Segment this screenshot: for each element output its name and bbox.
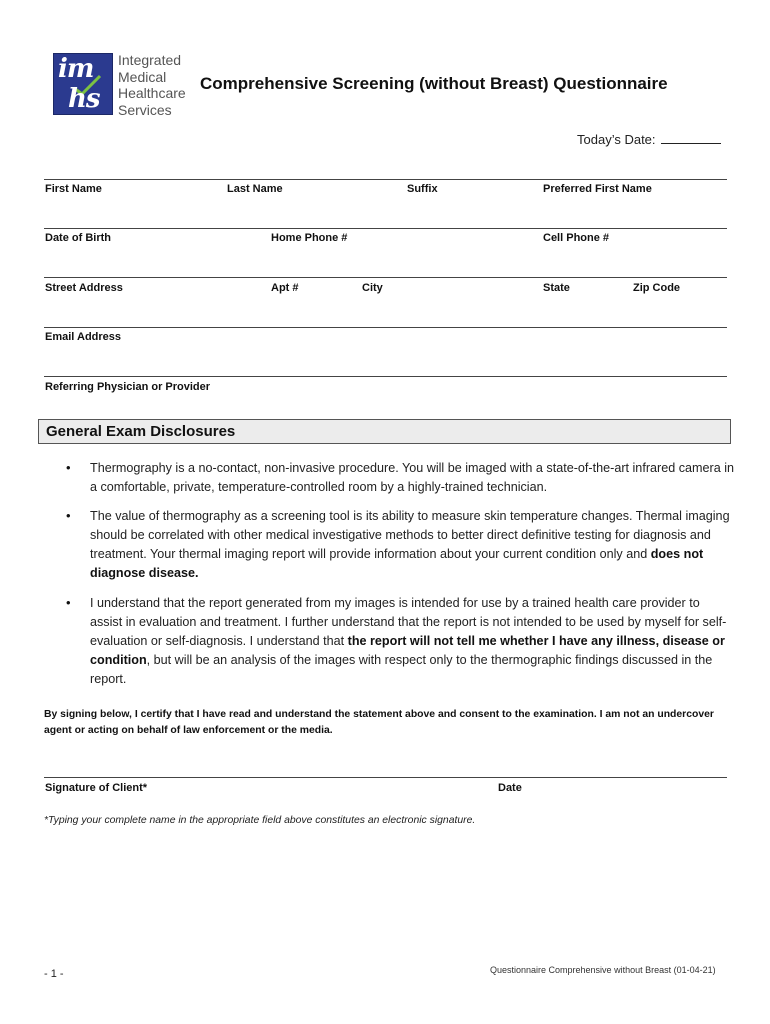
logo-org-name — [118, 52, 186, 118]
date-of-birth-label: Date of Birth — [45, 232, 111, 244]
disclosure-emphasis: the report will not tell me whether I have any illness, disease or condition — [90, 634, 725, 667]
row-divider — [44, 376, 727, 377]
disclosure-emphasis: does not diagnose disease. — [90, 547, 704, 580]
address-row-fields[interactable] — [44, 296, 727, 326]
row-divider — [44, 327, 727, 328]
bullet-icon: • — [66, 595, 71, 610]
row-divider — [44, 277, 727, 278]
cell-phone-label: Cell Phone # — [543, 232, 610, 244]
logo-org-line: Healthcare — [118, 85, 186, 101]
email-field[interactable] — [44, 345, 727, 375]
disclosure-item — [90, 594, 735, 689]
contact-row-fields[interactable] — [44, 246, 727, 276]
home-phone-label: Home Phone # — [271, 232, 348, 244]
todays-date-field[interactable] — [661, 131, 721, 144]
document-title: Comprehensive Screening (without Breast) Questionnaire — [200, 74, 668, 93]
logo-mark-bottom: hs — [68, 84, 100, 114]
date-label: Date — [498, 782, 522, 794]
todays-date-label: Today’s Date: — [577, 132, 656, 147]
disclosure-text: I understand that the report generated from my images is intended for use by a trained health care provider to assist in evaluation and treatment. I further understand that the report is not intended to be used by myself for self-evaluation or self-diagnosis. I understand that — [90, 596, 727, 648]
bullet-icon: • — [66, 460, 71, 475]
esignature-note: *Typing your complete name in the appropriate field above constitutes an electronic signature. — [44, 815, 476, 826]
row-divider — [44, 179, 727, 180]
apt-label: Apt # — [271, 282, 299, 294]
logo-mark — [53, 53, 113, 115]
logo-mark-top: im — [58, 54, 94, 84]
last-name-label: Last Name — [227, 183, 283, 195]
logo-org-line: Services — [118, 101, 172, 118]
disclosure-text: The value of thermography as a screening tool is its ability to measure skin temperature changes. Thermal imaging should be correlated with other medical investigative methods to better direct definitive testing for diagnosis and treatment. Your thermal imaging report will provide information about your current condition only and — [90, 509, 730, 561]
state-label: State — [543, 282, 570, 294]
bullet-icon: • — [66, 508, 71, 523]
logo-org-line: Medical — [118, 68, 167, 85]
email-address-label: Email Address — [45, 331, 122, 343]
disclosure-text-end: , but will be an analysis of the images with respect only to the thermographic findings discussed in the report. — [90, 653, 713, 686]
referring-physician-label: Referring Physician or Provider — [45, 381, 211, 393]
preferred-first-name-label: Preferred First Name — [543, 183, 652, 195]
suffix-label: Suffix — [407, 183, 438, 195]
name-row-fields[interactable] — [44, 197, 727, 227]
zip-code-label: Zip Code — [633, 282, 681, 294]
page-number: - 1 - — [44, 968, 64, 980]
consent-statement: By signing below, I certify that I have read and understand the statement above and consent to the examination. I am not an undercover agent or acting on behalf of law enforcement or the media. — [44, 709, 714, 736]
todays-date — [577, 131, 721, 147]
footer-doc-id: Questionnaire Comprehensive without Breast (01-04-21) — [490, 965, 716, 975]
signature-field[interactable] — [44, 748, 727, 776]
disclosure-item — [90, 459, 735, 497]
disclosure-item — [90, 507, 735, 583]
signature-label: Signature of Client* — [45, 782, 148, 794]
disclosure-text: Thermography is a no-contact, non-invasive procedure. You will be imaged with a state-of-the-art infrared camera in a comfortable, private, temperature-controlled room by a highly-trained technician. — [90, 461, 735, 494]
row-divider — [44, 228, 727, 229]
city-label: City — [362, 282, 383, 294]
section-title: General Exam Disclosures — [46, 423, 236, 440]
first-name-label: First Name — [45, 183, 102, 195]
logo-org-line: Integrated — [118, 52, 182, 68]
signature-line — [44, 777, 727, 778]
street-address-label: Street Address — [45, 282, 123, 294]
section-header — [38, 419, 731, 444]
